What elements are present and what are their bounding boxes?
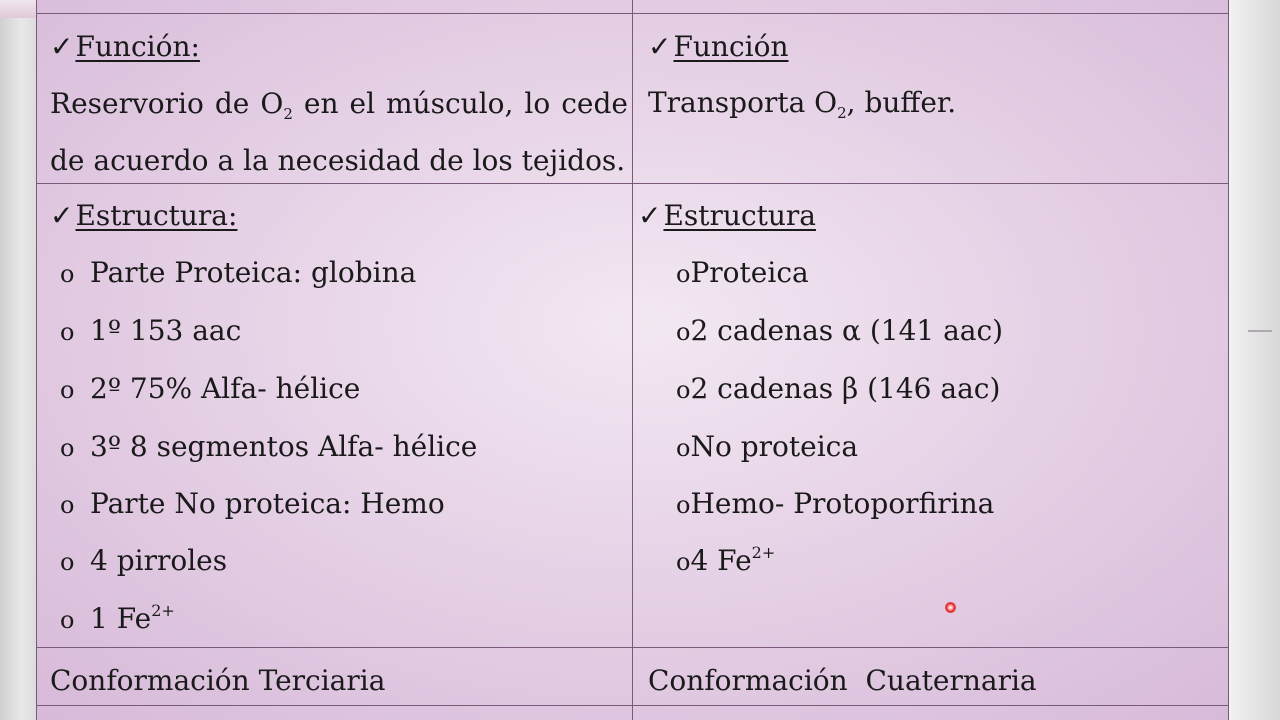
check-icon: ✓	[50, 30, 74, 63]
window-edge-left-mark	[0, 0, 36, 18]
right-funcion-line-1	[648, 86, 957, 122]
left-funcion-line-1-a: Reservorio de O	[50, 87, 284, 120]
left-funcion-line-2: de acuerdo a la necesidad de los tejidos.	[50, 144, 626, 177]
right-funcion-line-1-a: Transporta O	[648, 86, 838, 119]
left-item: o 1º 153 aac	[60, 314, 242, 347]
right-item: oNo proteica	[676, 430, 859, 463]
check-icon: ✓	[50, 199, 74, 232]
right-item: o2 cadenas β (146 aac)	[676, 372, 1001, 405]
table-row-line-1	[36, 13, 1229, 14]
left-item: o 1 $Fe^{2+}$	[60, 601, 175, 635]
table-row-line-3	[36, 647, 1229, 648]
table-border-left	[36, 0, 37, 720]
table-row-line-4	[36, 705, 1229, 706]
bullet-icon: o	[676, 376, 691, 404]
bullet-icon: o	[676, 548, 691, 576]
bullet-icon: o	[60, 606, 75, 634]
left-item: o Parte Proteica: globina	[60, 256, 417, 289]
window-edge-right	[1229, 0, 1280, 720]
left-item: o 3º 8 segmentos Alfa- hélice	[60, 430, 478, 463]
bullet-icon: o	[60, 434, 75, 462]
right-estructura-label: Estructura	[663, 199, 816, 232]
right-item: oHemo- Protoporfirina	[676, 487, 995, 520]
bullet-icon: o	[60, 376, 75, 404]
window-edge-right-mark	[1248, 330, 1272, 332]
right-item: o2 cadenas α (141 aac)	[676, 314, 1004, 347]
bullet-icon: o	[60, 260, 75, 288]
left-item: o 2º 75% Alfa- hélice	[60, 372, 361, 405]
right-conformacion: Conformación Cuaternaria	[648, 664, 1037, 697]
left-funcion-line-1-sub: 2	[283, 105, 293, 123]
right-funcion-line-1-b: , buffer.	[846, 86, 957, 119]
right-funcion-heading	[648, 30, 789, 63]
left-funcion-line-1-b: en el músculo, lo cede	[292, 87, 628, 120]
table-row-line-2	[36, 183, 1229, 184]
bullet-icon: o	[60, 548, 75, 576]
bullet-icon: o	[676, 318, 691, 346]
right-item: oProteica	[676, 256, 809, 289]
right-funcion-label: Función	[673, 30, 789, 63]
left-funcion-heading	[50, 30, 200, 63]
window-edge-left	[0, 0, 36, 720]
right-item: o4 $Fe^{2+}$	[676, 543, 776, 577]
left-item: o Parte No proteica: Hemo	[60, 487, 445, 520]
bullet-icon: o	[60, 491, 75, 519]
bullet-icon: o	[676, 491, 691, 519]
bullet-icon: o	[676, 260, 691, 288]
table-column-divider	[632, 0, 633, 720]
left-item: o 4 pirroles	[60, 544, 228, 577]
left-conformacion: Conformación Terciaria	[50, 664, 386, 697]
bullet-icon: o	[60, 318, 75, 346]
laser-pointer-dot	[945, 602, 956, 613]
left-estructura-label: Estructura:	[75, 199, 238, 232]
left-estructura-heading	[50, 199, 237, 232]
left-funcion-line-1	[50, 75, 628, 133]
right-estructura-heading	[638, 199, 816, 232]
left-funcion-label: Función:	[75, 30, 200, 63]
table-border-right	[1228, 0, 1229, 720]
check-icon: ✓	[648, 30, 672, 63]
bullet-icon: o	[676, 434, 691, 462]
right-funcion-line-1-sub: 2	[837, 104, 847, 122]
check-icon: ✓	[638, 199, 662, 232]
